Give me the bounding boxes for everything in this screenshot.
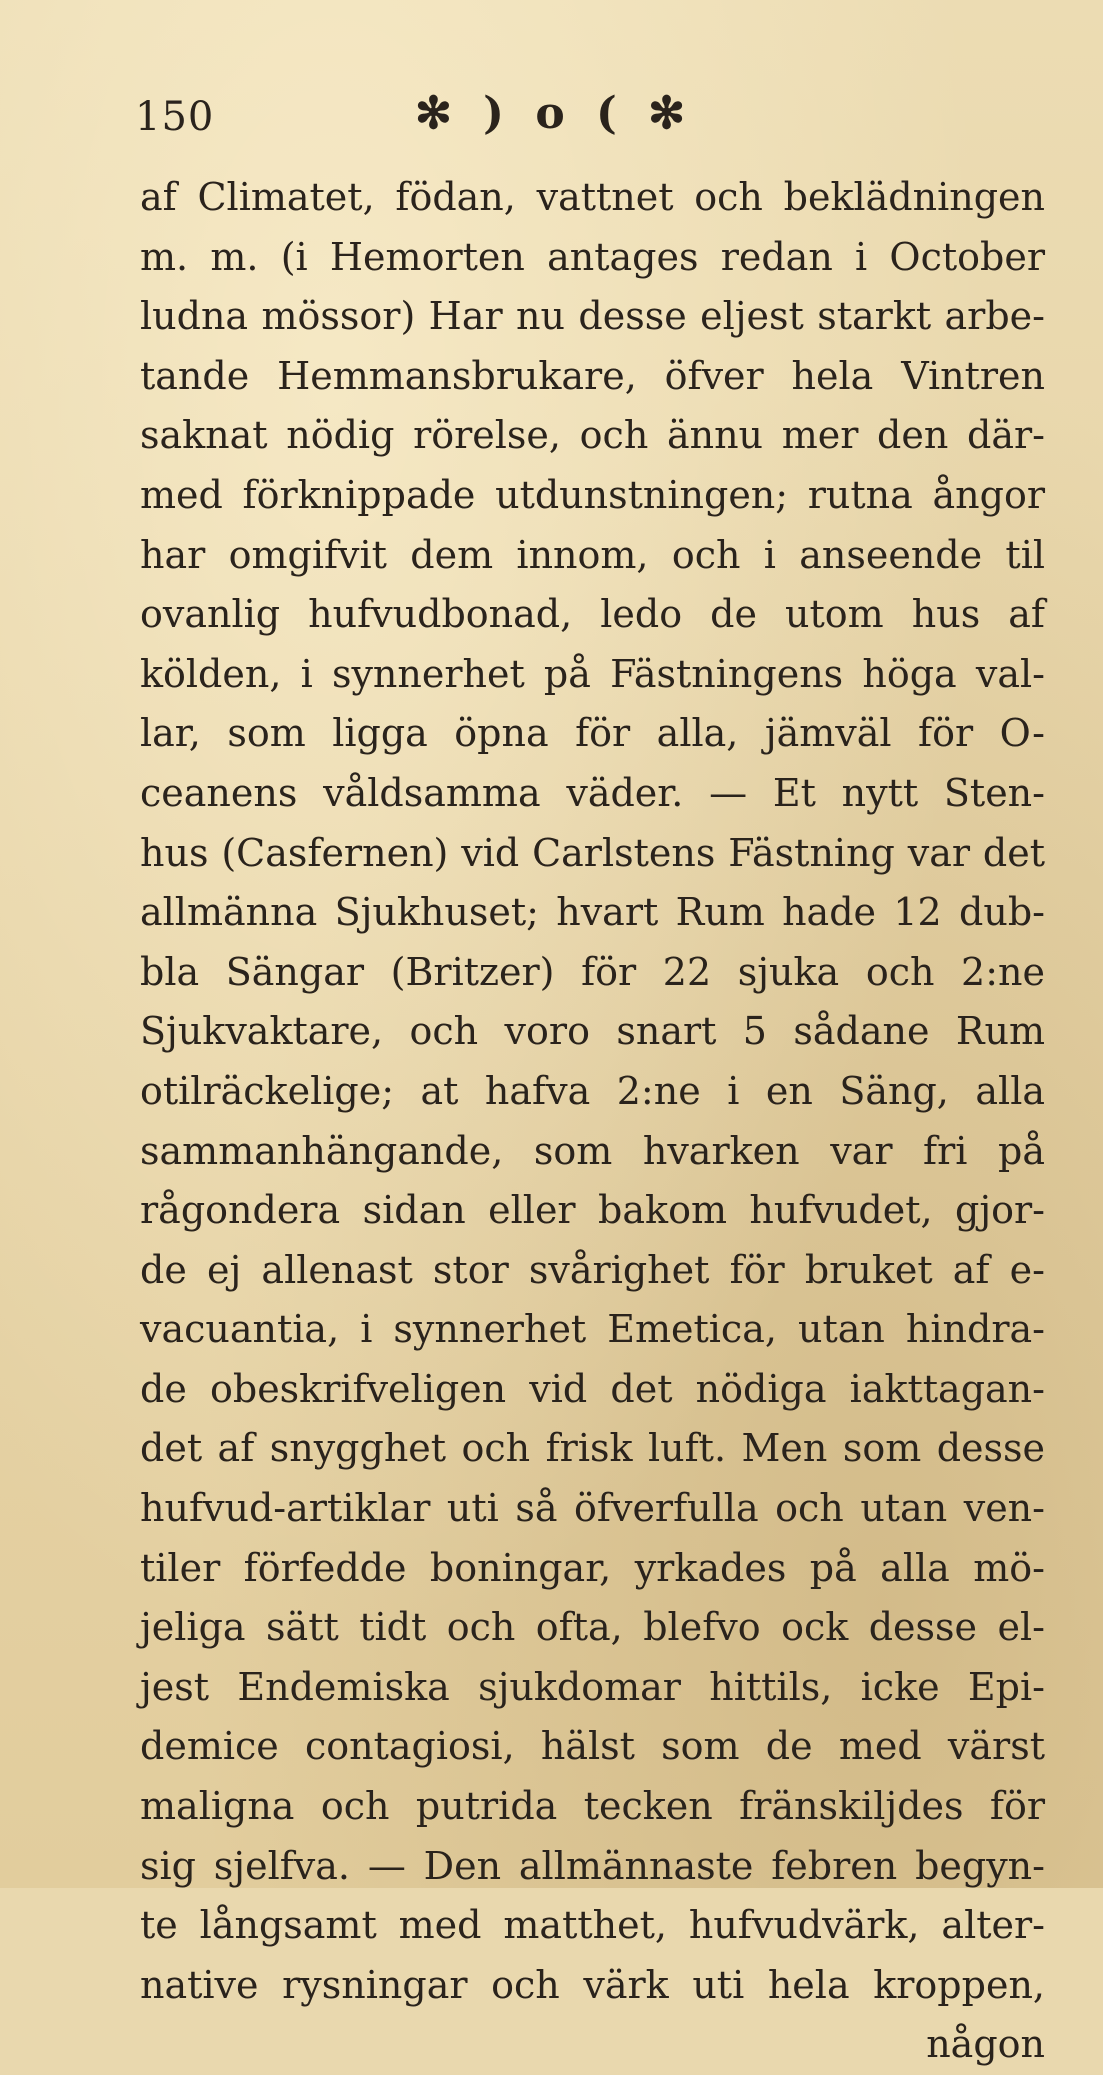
text-line-20: vacuantia, i synnerhet Emetica, utan hindra- bbox=[140, 1307, 1045, 1352]
text-line-4: tande Hemmansbrukare, öfver hela Vintren bbox=[140, 353, 1045, 398]
text-line-22: det af snygghet och frisk luft. Men som desse bbox=[140, 1426, 1045, 1471]
text-line-10: lar, som ligga öpna för alla, jämväl för O- bbox=[140, 711, 1045, 756]
text-line-1: af Climatet, födan, vattnet och beklädningen bbox=[140, 175, 1045, 219]
text-line-13: allmänna Sjukhuset; hvart Rum hade 12 dub- bbox=[140, 890, 1045, 935]
text-line-9: kölden, i synnerhet på Fästningens höga val- bbox=[140, 651, 1045, 696]
text-line-23: hufvud-artiklar uti så öfverfulla och utan ven- bbox=[140, 1486, 1045, 1531]
text-line-16: otilräckelige; at hafva 2:ne i en Säng, alla bbox=[140, 1068, 1045, 1113]
text-line-21: de obeskrifveligen vid det nödiga iakttagan- bbox=[140, 1366, 1045, 1411]
text-line-18: rågondera sidan eller bakom hufvudet, gjor- bbox=[140, 1188, 1045, 1233]
text-line-19: de ej allenast stor svårighet för bruket af e- bbox=[140, 1247, 1045, 1292]
text-line-15: Sjukvaktare, och voro snart 5 sådane Rum bbox=[140, 1009, 1045, 1054]
page-header bbox=[135, 88, 1035, 158]
text-line-27: demice contagiosi, hälst som de med värst bbox=[140, 1724, 1045, 1769]
text-line-30: te långsamt med matthet, hufvudvärk, alter- bbox=[140, 1903, 1045, 1948]
text-line-26: jest Endemiska sjukdomar hittils, icke Epi- bbox=[140, 1664, 1045, 1709]
text-line-12: hus (Casfernen) vid Carlstens Fästning var det bbox=[140, 830, 1045, 875]
text-line-2: m. m. (i Hemorten antages redan i October bbox=[140, 234, 1045, 279]
text-line-31: native rysningar och värk uti hela kroppen, bbox=[140, 1962, 1045, 2007]
text-line-29: sig sjelfva. — Den allmännaste febren begyn- bbox=[140, 1843, 1045, 1888]
text-line-17: sammanhängande, som hvarken var fri på bbox=[140, 1128, 1045, 1173]
catchword: någon bbox=[926, 2022, 1045, 2067]
text-line-11: ceanens våldsamma väder. — Et nytt Sten- bbox=[140, 770, 1045, 815]
text-line-25: jeliga sätt tidt och ofta, blefvo ock desse el- bbox=[140, 1605, 1045, 1650]
text-line-7: har omgifvit dem innom, och i anseende til bbox=[140, 532, 1045, 577]
page-number: 150 bbox=[135, 94, 215, 140]
text-line-5: saknat nödig rörelse, och ännu mer den där- bbox=[140, 413, 1045, 458]
running-head-ornament: ✻ ) o ( ✻ bbox=[415, 88, 693, 139]
text-line-14: bla Sängar (Britzer) för 22 sjuka och 2:ne bbox=[140, 949, 1045, 994]
text-line-6: med förknippade utdunstningen; rutna ångor bbox=[140, 472, 1045, 517]
text-line-8: ovanlig hufvudbonad, ledo de utom hus af bbox=[140, 592, 1045, 637]
text-line-3: ludna mössor) Har nu desse eljest starkt arbe- bbox=[140, 294, 1045, 339]
text-line-28: maligna och putrida tecken fränskiljdes för bbox=[140, 1784, 1045, 1829]
body-text bbox=[140, 168, 1045, 2075]
text-line-24: tiler förfedde boningar, yrkades på alla mö- bbox=[140, 1545, 1045, 1590]
